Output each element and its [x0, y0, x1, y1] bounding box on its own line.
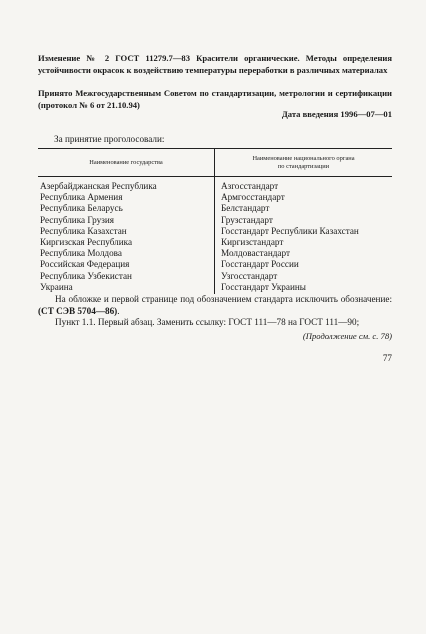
table-row: [38, 237, 392, 248]
column-header-body: [215, 149, 393, 177]
table-row: [38, 215, 392, 226]
table-row: [38, 177, 392, 193]
standards-body-cell: Азгосстандарт: [221, 181, 279, 191]
standards-body-cell: Киргизстандарт: [221, 237, 284, 248]
column-header-state: Наименование государства: [38, 149, 215, 177]
voted-label: За принятие проголосовали:: [54, 134, 165, 144]
standards-body-cell: Грузстандарт: [221, 214, 273, 225]
standards-body-cell: Армгосстандарт: [221, 192, 285, 203]
standards-body-cell: Узгосстандарт: [221, 270, 278, 281]
state-name-cell: Республика Узбекистан: [38, 271, 215, 282]
table-row: [38, 271, 392, 282]
change-title: Изменение № 2 ГОСТ 11279.7—83 Красители органические. Методы определения устойчивости окрасок к воздействию температуры переработки в различных материалах: [38, 53, 392, 75]
standards-body-cell: Белстандарт: [221, 203, 270, 214]
table-row: [38, 203, 392, 214]
table-row: [38, 259, 392, 270]
cover-bold-designation: (СТ СЭВ 5704—86): [38, 305, 118, 316]
paragraph-cover: [38, 294, 392, 317]
table-row: [38, 192, 392, 203]
cover-end: .: [117, 305, 120, 316]
table-row: [38, 282, 392, 294]
continuation-note: (Продолжение см. с. 78): [302, 331, 392, 341]
state-name-cell: Республика Молдова: [38, 248, 215, 259]
standards-body-cell: Госстандарт России: [221, 259, 299, 270]
state-name-cell: Российская Федерация: [38, 259, 215, 270]
table-body: [38, 177, 392, 295]
state-name-cell: Украина: [38, 282, 215, 294]
standards-body-cell: Госстандарт Республики Казахстан: [221, 225, 359, 236]
state-name-cell: Азербайджанская Республика: [38, 177, 215, 193]
state-name-cell: Республика Беларусь: [38, 203, 215, 214]
state-name-cell: Киргизская Республика: [38, 237, 215, 248]
table-row: [38, 248, 392, 259]
state-name-cell: Республика Армения: [38, 192, 215, 203]
standards-body-cell: Молдовастандарт: [221, 248, 290, 259]
paragraph-item: Пункт 1.1. Первый абзац. Заменить ссылку: ГОСТ 111—78 на ГОСТ 111—90;: [55, 317, 360, 327]
state-name-cell: Республика Казахстан: [38, 226, 215, 237]
page-number: 77: [382, 353, 392, 363]
adoption-note: Принято Межгосударственным Советом по стандартизации, метрологии и сертификации (протокол № 6 от 21.10.94): [38, 88, 392, 110]
standards-body-cell: Госстандарт Украины: [221, 281, 306, 292]
effective-date: Дата введения 1996—07—01: [281, 109, 392, 119]
table-header-row: [38, 149, 392, 177]
cover-text: На обложке и первой странице под обозначением стандарта исключить обозначение:: [55, 294, 392, 304]
state-name-cell: Республика Грузия: [38, 215, 215, 226]
column-header-body-text: Наименование национального органа по стандартизации: [252, 155, 355, 170]
states-table: [38, 148, 392, 294]
table-row: [38, 226, 392, 237]
